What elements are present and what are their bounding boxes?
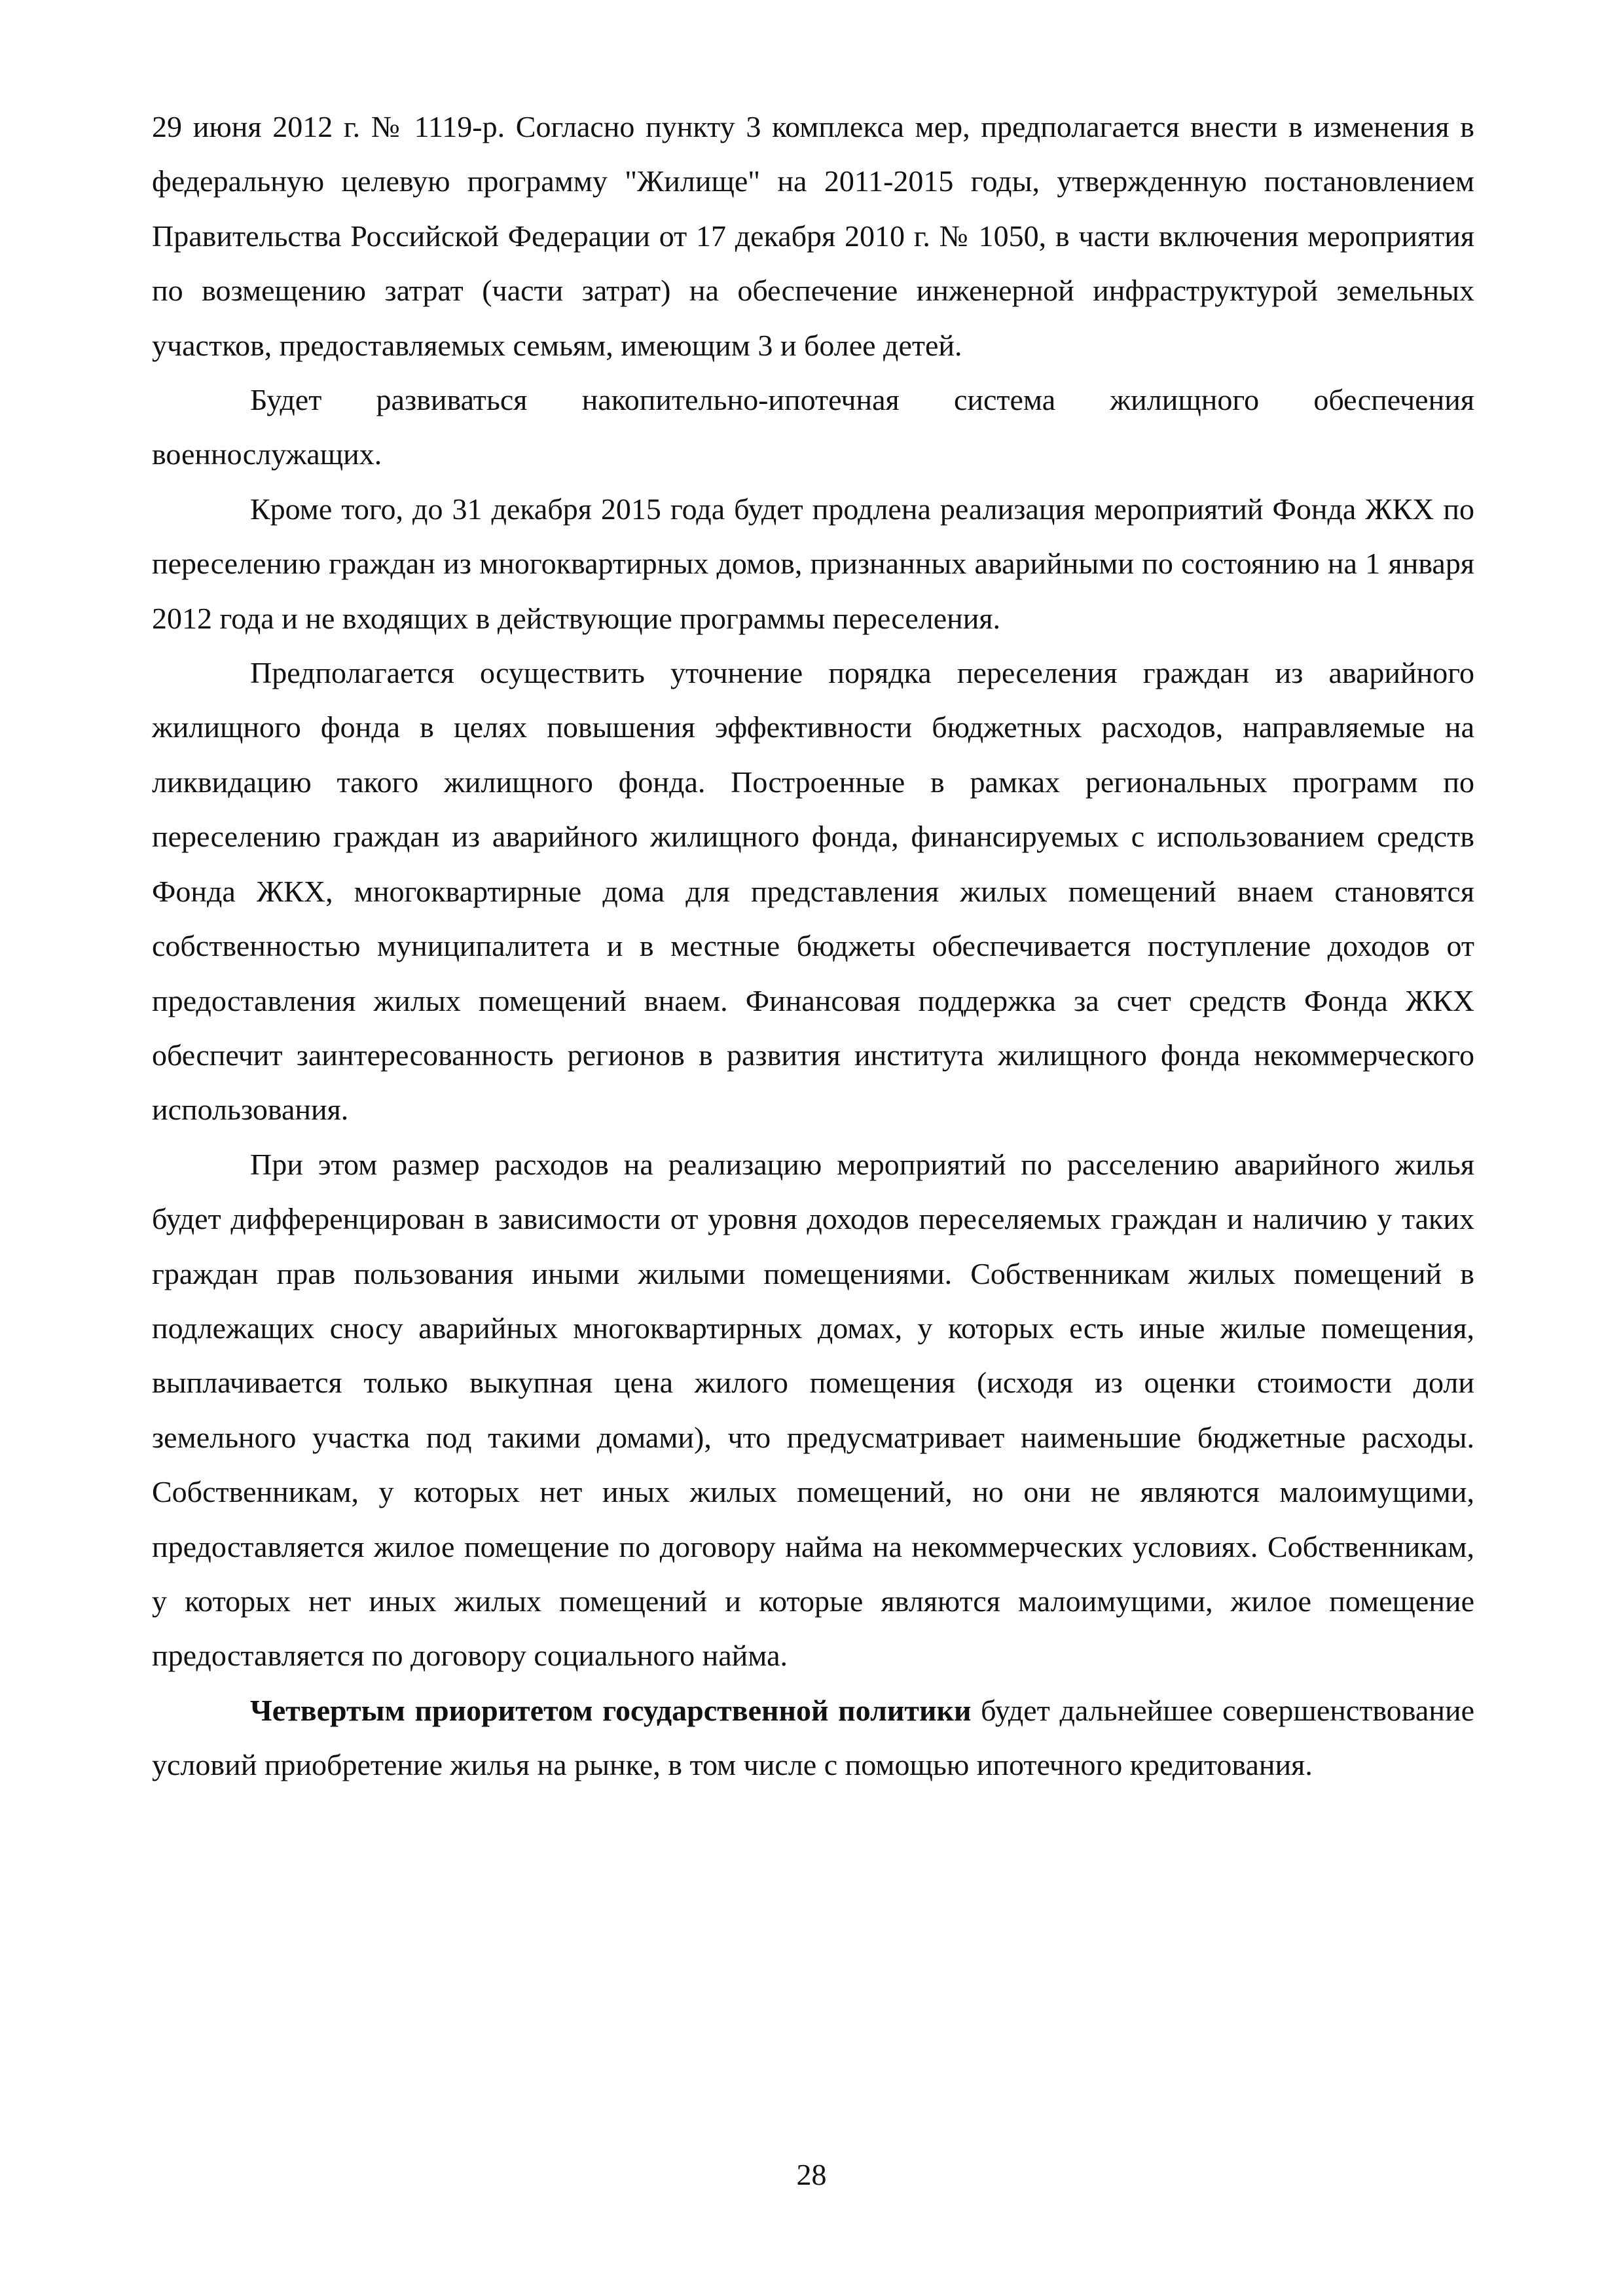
paragraph-6-bold-lead: Четвертым приоритетом государственной политики: [250, 1693, 972, 1727]
paragraph-6-rest: будет дальнейшее совершенствование условий приобретение жилья на рынке, в том числе с помощью ипотечного кредитования.: [152, 1693, 1474, 1782]
paragraph-4: Предполагается осуществить уточнение порядка переселения граждан из аварийного жилищного фонда в целях повышения эффективности бюджетных расходов, направляемые на ликвидацию такого жилищного фонда. Построенные в рамках региональных программ по переселению граждан из аварийного жилищного фонда, финансируемых с использованием средств Фонда ЖКХ, многоквартирные дома для представления жилых помещений внаем становятся собственностью муниципалитета и в местные бюджеты обеспечивается поступление доходов от предоставления жилых помещений внаем. Финансовая поддержка за счет средств Фонда ЖКХ обеспечит заинтересованность регионов в развития института жилищного фонда некоммерческого использования.: [152, 656, 1474, 1127]
page-number: 28: [796, 2158, 827, 2191]
paragraph-3: Кроме того, до 31 декабря 2015 года будет продлена реализация мероприятий Фонда ЖКХ по переселению граждан из многоквартирных домов, признанных аварийными по состоянию на 1 января 2012 года и не входящих в действующие программы переселения.: [152, 492, 1474, 635]
paragraph-5: При этом размер расходов на реализацию мероприятий по расселению аварийного жилья будет дифференцирован в зависимости от уровня доходов переселяемых граждан и наличию у таких граждан прав пользования иными жилыми помещениями. Собственникам жилых помещений в подлежащих сносу аварийных многоквартирных домах, у которых есть иные жилые помещения, выплачивается только выкупная цена жилого помещения (исходя из оценки стоимости доли земельного участка под такими домами), что предусматривает наименьшие бюджетные расходы. Собственникам, у которых нет иных жилых помещений, но они не являются малоимущими, предоставляется жилое помещение по договору найма на некоммерческих условиях. Собственникам, у которых нет иных жилых помещений и которые являются малоимущими, жилое помещение предоставляется по договору социального найма.: [152, 1147, 1474, 1673]
paragraph-1: 29 июня 2012 г. № 1119-р. Согласно пункту 3 комплекса мер, предполагается внести в изменения в федеральную целевую программу "Жилище" на 2011-2015 годы, утвержденную постановлением Правительства Российской Федерации от 17 декабря 2010 г. № 1050, в части включения мероприятия по возмещению затрат (части затрат) на обеспечение инженерной инфраструктурой земельных участков, предоставляемых семьям, имеющим 3 и более детей.: [152, 110, 1474, 362]
paragraph-2: Будет развиваться накопительно-ипотечная система жилищного обеспечения военнослужащих.: [152, 383, 1474, 471]
document-body: [152, 100, 1474, 1793]
paragraph-6: [152, 1683, 1474, 1793]
